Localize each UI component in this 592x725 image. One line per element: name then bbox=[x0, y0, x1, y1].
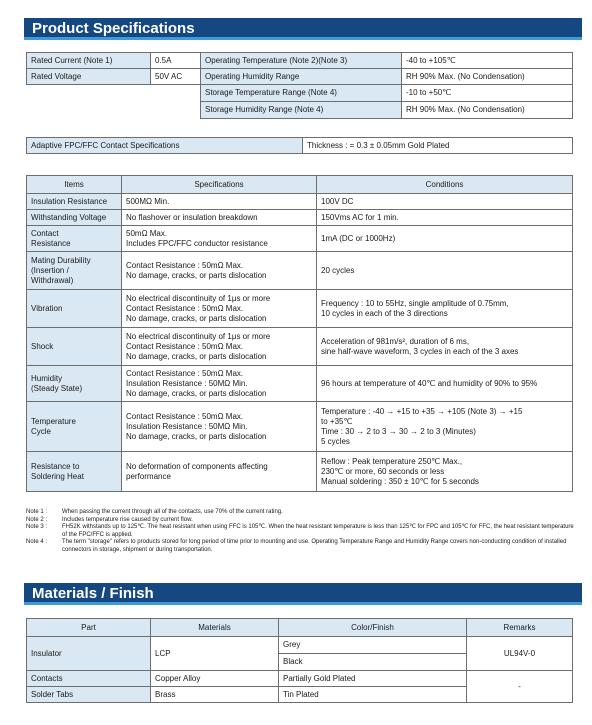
finish-cell: Tin Plated bbox=[279, 687, 467, 703]
note bbox=[26, 524, 576, 539]
table-row bbox=[27, 102, 573, 119]
spec-cell: 500MΩ Min. bbox=[122, 194, 317, 210]
ratings-table bbox=[26, 52, 573, 119]
spec-cell: No flashover or insulation breakdown bbox=[122, 210, 317, 226]
note-text: When passing the current through all of the contacts, use 70% of the current rating. bbox=[62, 509, 283, 515]
table-row bbox=[27, 138, 573, 154]
note bbox=[26, 517, 576, 525]
note-id: Note 2 : bbox=[26, 516, 48, 523]
table-row bbox=[27, 85, 573, 102]
condition-cell: Temperature : -40 → +15 to +35 → +105 (Note 3) → +15 to +35℃ Time : 30 → 2 to 3 → 30 → 2 to 3 (Minutes) 5 cycles bbox=[317, 402, 573, 452]
rated-current-label: Rated Current (Note 1) bbox=[27, 53, 151, 69]
storage-temperature-label: Storage Temperature Range (Note 4) bbox=[201, 85, 402, 102]
materials-finish-header bbox=[24, 583, 582, 605]
note-id: Note 4 : bbox=[26, 539, 48, 546]
table-row bbox=[27, 671, 573, 687]
column-header: Materials bbox=[151, 619, 279, 637]
column-header: Conditions bbox=[317, 176, 573, 194]
notes bbox=[26, 509, 576, 555]
note-text: FH52K withstands up to 125℃. The heat resistant when using FFC is 105℃. When the heat resistant temperature is less than 125℃ for FPC and 105℃ for FFC, the heat resistant temperature of the FPC/FFC is applied. bbox=[62, 524, 574, 538]
spec-cell: No deformation of components affecting performance bbox=[122, 452, 317, 492]
condition-cell: Frequency : 10 to 55Hz, single amplitude of 0.75mm, 10 cycles in each of the 3 directions bbox=[317, 290, 573, 328]
table-row bbox=[27, 366, 573, 402]
item-cell: Shock bbox=[27, 328, 122, 366]
table-header-row bbox=[27, 619, 573, 637]
spec-cell: No electrical discontinuity of 1μs or more Contact Resistance : 50mΩ Max. No damage, cracks, or parts dislocation bbox=[122, 328, 317, 366]
spec-cell: 50mΩ Max. Includes FPC/FFC conductor resistance bbox=[122, 226, 317, 252]
note bbox=[26, 539, 576, 554]
rated-voltage-value: 50V AC bbox=[151, 69, 201, 85]
operating-temperature-value: -40 to +105℃ bbox=[402, 53, 573, 69]
note-text: Includes temperature rise caused by current flow. bbox=[62, 516, 193, 523]
table-row bbox=[27, 402, 573, 452]
table-row bbox=[27, 194, 573, 210]
item-cell: Resistance to Soldering Heat bbox=[27, 452, 122, 492]
operating-humidity-value: RH 90% Max. (No Condensation) bbox=[402, 69, 573, 85]
condition-cell: 150Vms AC for 1 min. bbox=[317, 210, 573, 226]
remarks-cell: UL94V-0 bbox=[467, 637, 573, 671]
table-row bbox=[27, 252, 573, 290]
spec-table bbox=[26, 175, 573, 492]
contact-spec-value: Thickness : = 0.3 ± 0.05mm Gold Plated bbox=[303, 138, 573, 154]
table-row bbox=[27, 53, 573, 69]
finish-cell: Partially Gold Plated bbox=[279, 671, 467, 687]
spec-cell: Contact Resistance : 50mΩ Max. Insulation Resistance : 50MΩ Min. No damage, cracks, or parts dislocation bbox=[122, 402, 317, 452]
storage-temperature-value: -10 to +50℃ bbox=[402, 85, 573, 102]
contact-spec-label: Adaptive FPC/FFC Contact Specifications bbox=[27, 138, 303, 154]
condition-cell: Reflow : Peak temperature 250℃ Max., 230℃ or more, 60 seconds or less Manual soldering : 350 ± 10℃ for 5 seconds bbox=[317, 452, 573, 492]
section-title: Product Specifications bbox=[32, 20, 195, 37]
note-id: Note 3 : bbox=[26, 524, 48, 531]
item-cell: Mating Durability (Insertion / Withdrawal) bbox=[27, 252, 122, 290]
condition-cell: 100V DC bbox=[317, 194, 573, 210]
section-title: Materials / Finish bbox=[32, 585, 154, 602]
contact-spec-table bbox=[26, 137, 573, 154]
note-text: The term "storage" refers to products stored for long period of time prior to mounting and use. Operating Temperature Range and Humidity Range covers non-conducting condition of installed connectors in storage, shipment or during transportation. bbox=[62, 539, 567, 553]
condition-cell: 1mA (DC or 1000Hz) bbox=[317, 226, 573, 252]
item-cell: Humidity (Steady State) bbox=[27, 366, 122, 402]
note bbox=[26, 509, 576, 517]
table-header-row bbox=[27, 176, 573, 194]
table-row bbox=[27, 226, 573, 252]
rated-current-value: 0.5A bbox=[151, 53, 201, 69]
condition-cell: Acceleration of 981m/s², duration of 6 ms, sine half-wave waveform, 3 cycles in each of the 3 axes bbox=[317, 328, 573, 366]
column-header: Items bbox=[27, 176, 122, 194]
storage-humidity-label: Storage Humidity Range (Note 4) bbox=[201, 102, 402, 119]
table-row bbox=[27, 637, 573, 654]
spec-cell: Contact Resistance : 50mΩ Max. Insulation Resistance : 50MΩ Min. No damage, cracks, or parts dislocation bbox=[122, 366, 317, 402]
storage-humidity-value: RH 90% Max. (No Condensation) bbox=[402, 102, 573, 119]
table-row bbox=[27, 328, 573, 366]
item-cell: Temperature Cycle bbox=[27, 402, 122, 452]
spec-cell: Contact Resistance : 50mΩ Max. No damage, cracks, or parts dislocation bbox=[122, 252, 317, 290]
item-cell: Contact Resistance bbox=[27, 226, 122, 252]
column-header: Remarks bbox=[467, 619, 573, 637]
item-cell: Insulation Resistance bbox=[27, 194, 122, 210]
material-cell: Copper Alloy bbox=[151, 671, 279, 687]
part-cell: Solder Tabs bbox=[27, 687, 151, 703]
table-row bbox=[27, 290, 573, 328]
item-cell: Vibration bbox=[27, 290, 122, 328]
table-row bbox=[27, 452, 573, 492]
condition-cell: 96 hours at temperature of 40℃ and humidity of 90% to 95% bbox=[317, 366, 573, 402]
finish-cell: Black bbox=[279, 654, 467, 671]
material-cell: Brass bbox=[151, 687, 279, 703]
condition-cell: 20 cycles bbox=[317, 252, 573, 290]
rated-voltage-label: Rated Voltage bbox=[27, 69, 151, 85]
operating-temperature-label: Operating Temperature (Note 2)(Note 3) bbox=[201, 53, 402, 69]
spec-cell: No electrical discontinuity of 1μs or more Contact Resistance : 50mΩ Max. No damage, cracks, or parts dislocation bbox=[122, 290, 317, 328]
column-header: Part bbox=[27, 619, 151, 637]
item-cell: Withstanding Voltage bbox=[27, 210, 122, 226]
note-id: Note 1 : bbox=[26, 509, 48, 515]
table-row bbox=[27, 210, 573, 226]
part-cell: Contacts bbox=[27, 671, 151, 687]
material-cell: LCP bbox=[151, 637, 279, 671]
column-header: Color/Finish bbox=[279, 619, 467, 637]
table-row bbox=[27, 69, 573, 85]
product-specifications-header bbox=[24, 18, 582, 40]
materials-table bbox=[26, 618, 573, 703]
remarks-cell: - bbox=[467, 671, 573, 703]
finish-cell: Grey bbox=[279, 637, 467, 654]
part-cell: Insulator bbox=[27, 637, 151, 671]
column-header: Specifications bbox=[122, 176, 317, 194]
operating-humidity-label: Operating Humidity Range bbox=[201, 69, 402, 85]
